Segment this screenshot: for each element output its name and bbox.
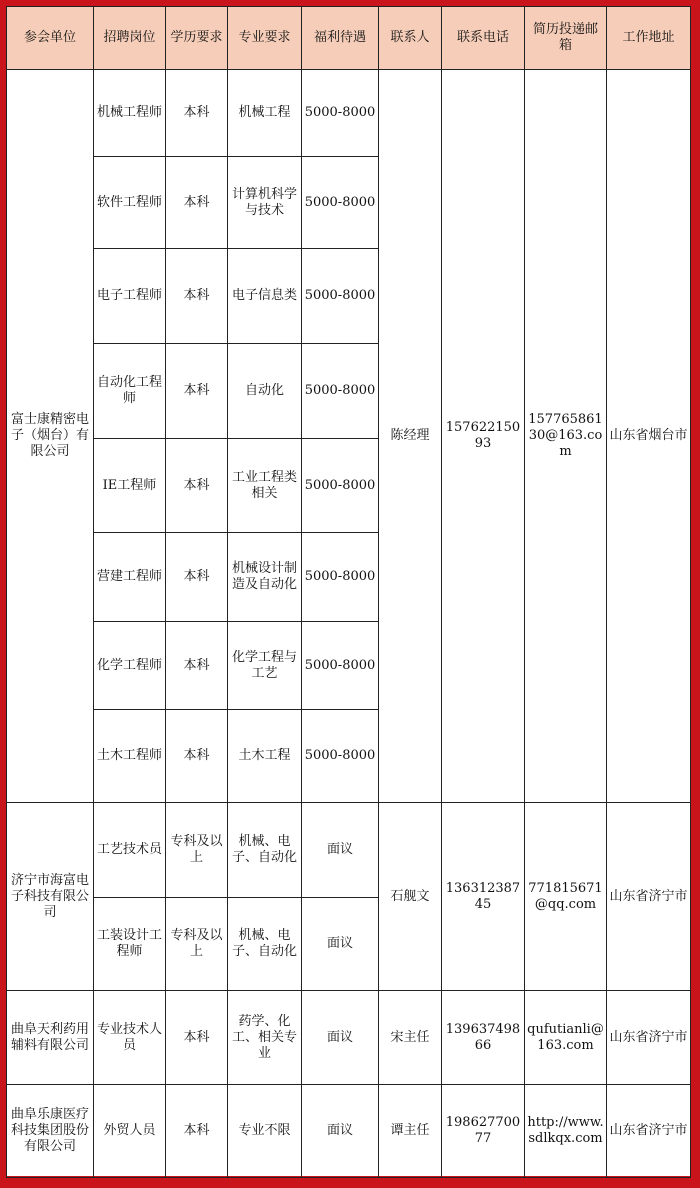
company-address: 山东省烟台市 — [607, 70, 691, 803]
job-major: 机械工程 — [228, 70, 302, 157]
job-title: 外贸人员 — [94, 1085, 166, 1178]
job-title: IE工程师 — [94, 439, 166, 533]
company-name: 富士康精密电子（烟台）有限公司 — [7, 70, 94, 803]
company-email: http://www.sdlkqx.com — [525, 1085, 607, 1178]
company-phone: 19862770077 — [442, 1085, 525, 1178]
company-contact: 谭主任 — [379, 1085, 442, 1178]
job-salary: 5000-8000 — [302, 70, 379, 157]
job-salary: 面议 — [302, 898, 379, 991]
job-major: 计算机科学与技术 — [228, 157, 302, 249]
job-major: 化学工程与工艺 — [228, 622, 302, 710]
recruitment-table — [6, 6, 691, 1178]
job-major: 电子信息类 — [228, 249, 302, 344]
header-company: 参会单位 — [7, 7, 94, 70]
job-education: 本科 — [166, 249, 228, 344]
job-education: 专科及以上 — [166, 898, 228, 991]
job-major: 工业工程类相关 — [228, 439, 302, 533]
job-education: 本科 — [166, 622, 228, 710]
job-education: 本科 — [166, 1085, 228, 1178]
job-salary: 5000-8000 — [302, 249, 379, 344]
header-phone: 联系电话 — [442, 7, 525, 70]
job-title: 软件工程师 — [94, 157, 166, 249]
header-address: 工作地址 — [607, 7, 691, 70]
company-email: qufutianli@163.com — [525, 991, 607, 1085]
company-address: 山东省济宁市 — [607, 803, 691, 991]
job-title: 工装设计工程师 — [94, 898, 166, 991]
company-address: 山东省济宁市 — [607, 991, 691, 1085]
company-contact: 石舰文 — [379, 803, 442, 991]
job-salary: 5000-8000 — [302, 622, 379, 710]
job-education: 本科 — [166, 533, 228, 622]
company-phone: 15762215093 — [442, 70, 525, 803]
job-salary: 5000-8000 — [302, 710, 379, 803]
company-name: 济宁市海富电子科技有限公司 — [7, 803, 94, 991]
job-salary: 面议 — [302, 991, 379, 1085]
table-row — [7, 70, 691, 157]
job-major: 机械设计制造及自动化 — [228, 533, 302, 622]
job-education: 本科 — [166, 157, 228, 249]
table-row — [7, 991, 691, 1085]
header-position: 招聘岗位 — [94, 7, 166, 70]
job-major: 机械、电子、自动化 — [228, 803, 302, 898]
company-phone: 13631238745 — [442, 803, 525, 991]
company-name: 曲阜乐康医疗科技集团股份有限公司 — [7, 1085, 94, 1178]
job-salary: 5000-8000 — [302, 439, 379, 533]
job-title: 工艺技术员 — [94, 803, 166, 898]
job-salary: 5000-8000 — [302, 344, 379, 439]
company-email: 15776586130@163.com — [525, 70, 607, 803]
job-title: 营建工程师 — [94, 533, 166, 622]
table-row — [7, 1085, 691, 1178]
header-contact: 联系人 — [379, 7, 442, 70]
job-title: 自动化工程师 — [94, 344, 166, 439]
job-title: 专业技术人员 — [94, 991, 166, 1085]
recruitment-sheet — [6, 6, 690, 1176]
header-email: 简历投递邮箱 — [525, 7, 607, 70]
job-education: 本科 — [166, 991, 228, 1085]
header-row — [7, 7, 691, 70]
job-major: 自动化 — [228, 344, 302, 439]
job-education: 本科 — [166, 439, 228, 533]
job-salary: 面议 — [302, 803, 379, 898]
company-name: 曲阜天利药用辅料有限公司 — [7, 991, 94, 1085]
job-salary: 5000-8000 — [302, 533, 379, 622]
header-education: 学历要求 — [166, 7, 228, 70]
table-row — [7, 803, 691, 898]
company-contact: 宋主任 — [379, 991, 442, 1085]
job-title: 化学工程师 — [94, 622, 166, 710]
job-education: 本科 — [166, 344, 228, 439]
company-address: 山东省济宁市 — [607, 1085, 691, 1178]
job-title: 机械工程师 — [94, 70, 166, 157]
job-education: 本科 — [166, 710, 228, 803]
company-phone: 13963749866 — [442, 991, 525, 1085]
job-major: 土木工程 — [228, 710, 302, 803]
job-title: 土木工程师 — [94, 710, 166, 803]
job-education: 专科及以上 — [166, 803, 228, 898]
header-salary: 福利待遇 — [302, 7, 379, 70]
company-email: 771815671@qq.com — [525, 803, 607, 991]
company-contact: 陈经理 — [379, 70, 442, 803]
job-title: 电子工程师 — [94, 249, 166, 344]
job-major: 专业不限 — [228, 1085, 302, 1178]
header-major: 专业要求 — [228, 7, 302, 70]
job-major: 药学、化工、相关专业 — [228, 991, 302, 1085]
job-major: 机械、电子、自动化 — [228, 898, 302, 991]
job-salary: 5000-8000 — [302, 157, 379, 249]
job-education: 本科 — [166, 70, 228, 157]
job-salary: 面议 — [302, 1085, 379, 1178]
